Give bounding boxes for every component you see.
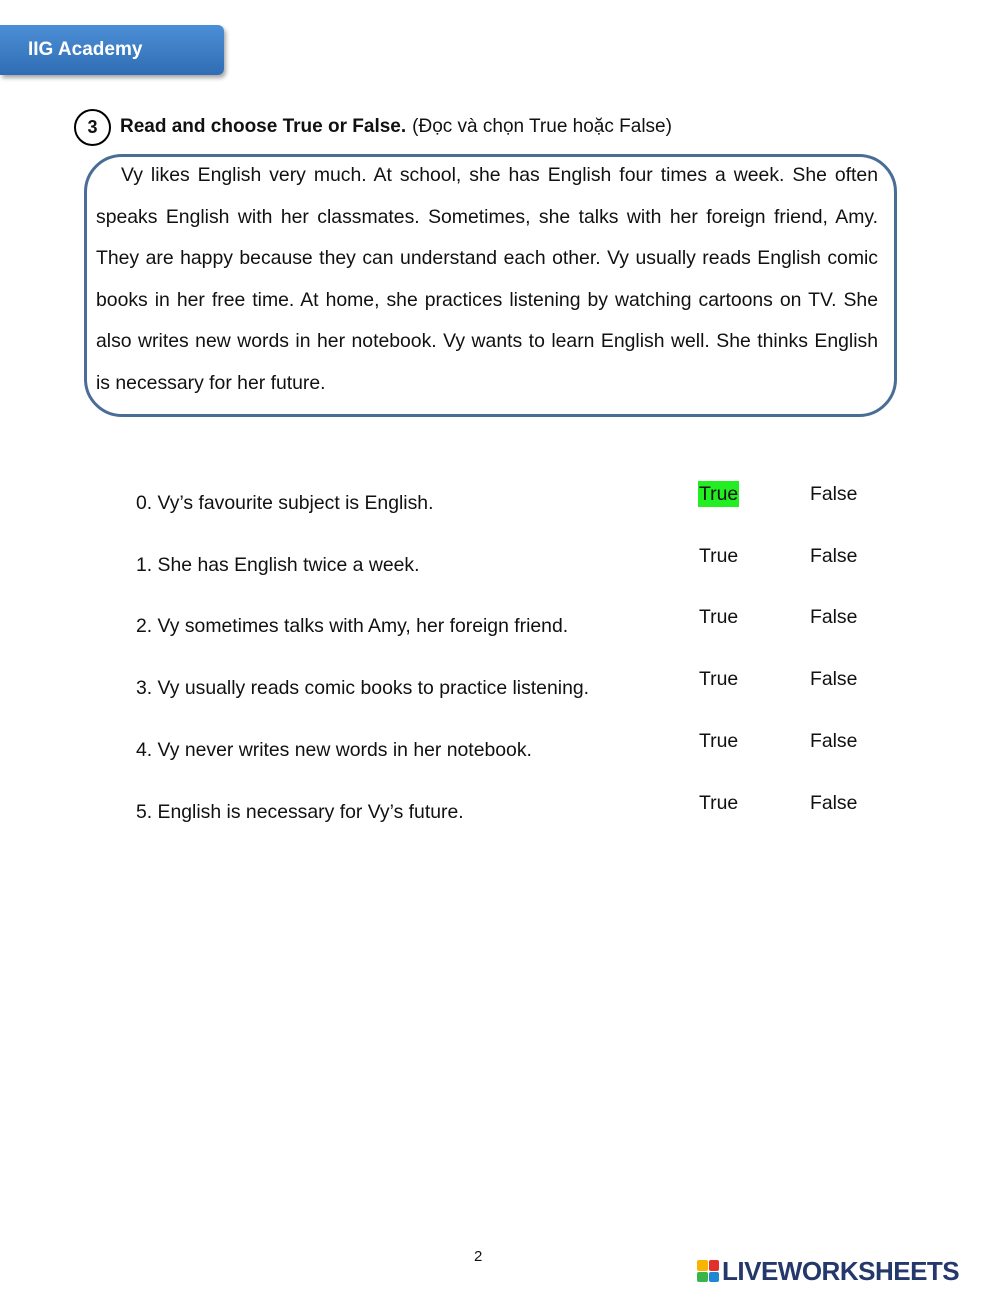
- logo-text: LIVEWORKSHEETS: [722, 1255, 960, 1286]
- false-option[interactable]: False: [810, 668, 858, 690]
- question-row: [0, 666, 1000, 706]
- true-option[interactable]: True: [699, 545, 739, 567]
- question-row: [0, 790, 1000, 830]
- question-text: 4. Vy never writes new words in her notebook.: [136, 739, 532, 761]
- brand-tab: [0, 25, 224, 75]
- true-option[interactable]: True: [699, 606, 739, 628]
- true-option[interactable]: True: [699, 792, 739, 814]
- false-option[interactable]: False: [810, 483, 858, 505]
- true-option[interactable]: True: [699, 483, 739, 505]
- question-text: 2. Vy sometimes talks with Amy, her foreign friend.: [136, 615, 569, 637]
- logo-mark-icon: [697, 1260, 719, 1282]
- question-text: 0. Vy’s favourite subject is English.: [136, 492, 434, 514]
- true-option[interactable]: True: [699, 730, 739, 752]
- question-row: [0, 604, 1000, 644]
- liveworksheets-logo: [697, 1256, 959, 1286]
- brand-label: IIG Academy: [28, 39, 143, 60]
- exercise-number: 3: [74, 109, 111, 146]
- false-option[interactable]: False: [810, 545, 858, 567]
- exercise-heading: [74, 107, 672, 147]
- question-row: [0, 543, 1000, 583]
- exercise-title-note: (Đọc và chọn True hoặc False): [412, 116, 672, 137]
- question-text: 3. Vy usually reads comic books to practice listening.: [136, 677, 590, 699]
- question-text: 5. English is necessary for Vy’s future.: [136, 801, 464, 823]
- false-option[interactable]: False: [810, 792, 858, 814]
- true-option[interactable]: True: [699, 668, 739, 690]
- false-option[interactable]: False: [810, 730, 858, 752]
- reading-passage: Vy likes English very much. At school, she has English four times a week. She often speaks English with her classmates. Sometimes, she talks with her foreign friend, Amy. They are happy because they can understand each other. Vy usually reads English comic books in her free time. At home, she practices listening by watching cartoons on TV. She also writes new words in her notebook. Vy wants to learn English well. She thinks English is necessary for her future.: [96, 164, 878, 394]
- question-row: [0, 481, 1000, 521]
- page-number: 2: [474, 1248, 483, 1265]
- false-option[interactable]: False: [810, 606, 858, 628]
- exercise-title: Read and choose True or False.: [120, 116, 407, 137]
- question-text: 1. She has English twice a week.: [136, 554, 420, 576]
- question-row: [0, 728, 1000, 768]
